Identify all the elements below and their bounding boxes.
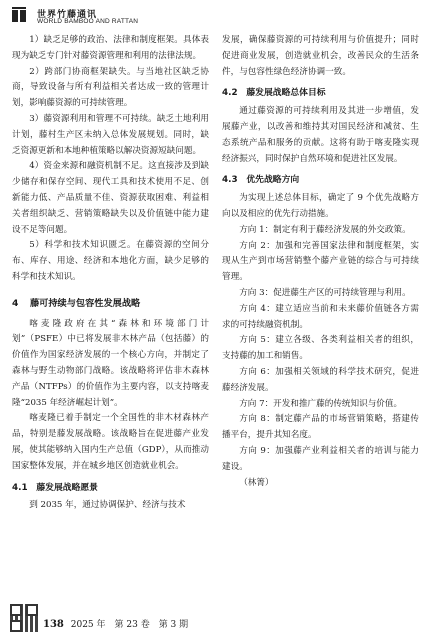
direction-item: 方向 3：促进藤生产区的可持续管理与利用。 [239, 287, 411, 298]
paragraph: 到 2035 年，通过协调保护、经济与技术 [29, 500, 186, 511]
journal-title-cn: 世界竹藤通讯 [37, 10, 98, 20]
paragraph: 1）缺乏足够的政治、法律和制度框架。具体表现为缺乏专门针对藤资源管理和利用的法律法规。 [12, 35, 209, 61]
page-footer [10, 604, 210, 634]
direction-item: 方向 2：加强和完善国家法律和制度框架，实现从生产到市场营销整个藤产业链的综合与可持续管理。 [222, 240, 419, 283]
right-column [222, 33, 419, 491]
page-number: 138 [43, 619, 64, 630]
issue-info: 2025 年 第 23 卷 第 3 期 [70, 620, 189, 630]
journal-logo-icon [10, 7, 34, 25]
page-info [43, 617, 188, 630]
paragraph: 3）藤资源利用和管理不可持续。缺乏土地利用计划，藤村生产区未纳入总体发展规划。同时，缺乏资源更新和本地种植策略以解决资源短缺问题。 [12, 113, 209, 156]
direction-item: 方向 4：建立适应当前和未来藤价值链各方需求的可持续融资机制。 [222, 303, 419, 330]
author-credit: （林箐） [239, 477, 274, 488]
paragraph: 发展，确保藤资源的可持续利用与价值提升；同时促进商业发展，创造就业机会，改善民众的生活条件，与包容性绿色经济协调一致。 [222, 35, 419, 77]
journal-title-en: WORLD BAMBOO AND RATTAN [37, 18, 139, 25]
journal-header [10, 7, 210, 29]
direction-item: 方向 6：加强相关领域的科学技术研究，促进藤经济发展。 [222, 366, 419, 393]
left-column [12, 33, 209, 514]
paragraph: 喀麦隆已着手制定一个全国性的非木材森林产品，特别是藤发展战略。该战略旨在促进藤产业发展，使其能够纳入国内生产总值（GDP），从而推动国家整体发展，并在城乡地区创造就业机会。 [12, 413, 209, 471]
section-heading-4 [12, 296, 209, 312]
subsection-heading-4-1: 4.1 藤发展战略愿景 [12, 482, 98, 493]
paragraph: 喀麦隆政府在其“森林和环境部门计划”（PSFE）中已将发展非木林产品（包括藤）的价值作为国家经济发展的一个核心方向，并制定了森林与野生动物部门战略。该战略将评估非木森林产品（NTFPs）的价值作为主要内容，以支持喀麦隆“2035 年经济崛起计划”。 [12, 318, 209, 408]
section-number: 4 [12, 297, 19, 309]
subsection-heading-4-3: 4.3 优先战略方向 [222, 175, 300, 186]
paragraph: 为实现上述总体目标，确定了 9 个优先战略方向以及相应的优先行动措施。 [222, 193, 419, 219]
paragraph: 4）资金来源和融资机制不足。这直接涉及到缺少储存和保存空间、现代工具和技术使用不足、创新能力低、产品质量不佳、资源获取困难、利益相关者组织缺乏、营销策略缺失以及价值链中能力建设不足等问题。 [12, 161, 209, 235]
qr-code-icon [10, 604, 38, 632]
direction-item: 方向 8：制定藤产品的市场营销策略，搭建传播平台，提升其知名度。 [222, 414, 419, 441]
subsection-heading-4-2: 4.2 藤发展战略总体目标 [222, 88, 326, 99]
direction-item: 方向 7：开发和推广藤的传统知识与价值。 [239, 398, 403, 409]
paragraph: 5）科学和技术知识匮乏。在藤资源的空间分布、库存、用途、经济和本地化方面，缺少足够的科学和技术知识。 [12, 240, 209, 282]
direction-item: 方向 1：制定有利于藤经济发展的外交政策。 [239, 224, 411, 235]
direction-item: 方向 9：加强藤产业利益相关者的培训与能力建设。 [222, 445, 419, 472]
paragraph: 2）跨部门协商框架缺失。与当地社区缺乏协商，导致设备与所有利益相关者达成一致的管理计划，影响藤资源的可持续管理。 [12, 66, 209, 109]
direction-item: 方向 5：建立各级、各类利益相关者的组织，支持藤的加工和销售。 [222, 335, 419, 362]
paragraph: 通过藤资源的可持续利用及其进一步增值，发展藤产业，以改善和维持其对国民经济和减贫、生态系统产品和服务的贡献。这将有助于喀麦隆实现经济振兴，同时保护自然环境和促进社区发展。 [222, 106, 419, 164]
section-title: 藤可持续与包容性发展战略 [30, 297, 141, 309]
